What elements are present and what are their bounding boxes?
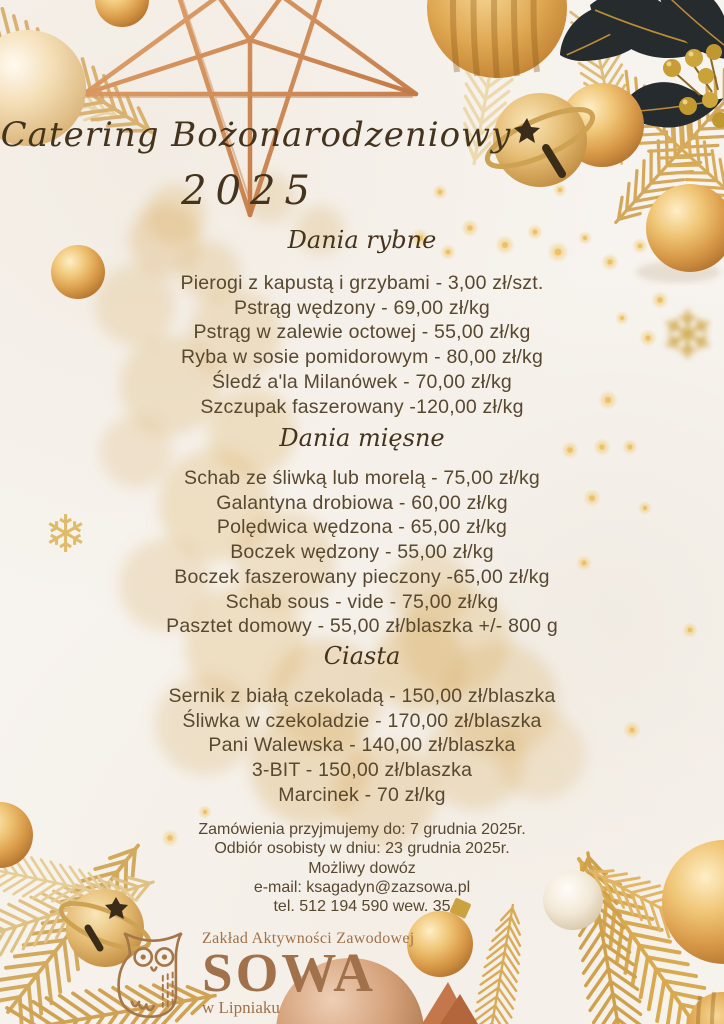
logo-location: w Lipniaku (202, 998, 280, 1017)
email: e-mail: ksagadyn@zazsowa.pl (253, 878, 471, 896)
menu-item: Pstrąg wędzony - 69,00 zł/kg (234, 296, 490, 319)
poster-title: Catering Bożonarodzeniowy (0, 115, 512, 155)
logo-organization: Zakład Aktywności Zawodowej (202, 930, 415, 947)
snowflake-icon: ❄ (660, 297, 716, 374)
menu-item: Boczek faszerowany pieczony -65,00 zł/kg (174, 565, 550, 588)
menu-item: Schab sous - vide - 75,00 zł/kg (225, 590, 499, 613)
menu-section-cakes (0, 640, 724, 808)
sowa-logo (112, 930, 415, 1020)
menu-item: Ryba w sosie pomidorowym - 80,00 zł/kg (181, 346, 543, 369)
menu-section-meat (0, 422, 724, 639)
phone: tel. 512 194 590 wew. 35 (273, 898, 451, 916)
menu-item: Schab ze śliwką lub morelą - 75,00 zł/kg (184, 467, 540, 489)
menu-item: Sernik z białą czekoladą - 150,00 zł/blaszka (168, 685, 556, 707)
menu-item: Śliwka w czekoladzie - 170,00 zł/blaszka (182, 709, 542, 732)
menu-item: Galantyna drobiowa - 60,00 zł/kg (216, 491, 508, 514)
section-heading-cakes: Ciasta (323, 642, 401, 670)
menu-item: Pstrąg w zalewie octowej - 55,00 zł/kg (193, 321, 531, 344)
order-info (0, 820, 724, 916)
logo-name: SOWA (202, 942, 376, 1003)
snowflake-icon: ❄ (44, 505, 88, 565)
menu-item: Pasztet domowy - 55,00 zł/blaszka +/- 800 g (166, 615, 558, 638)
menu-item: Szczupak faszerowany -120,00 zł/kg (200, 395, 524, 418)
menu-item: Marcinek - 70 zł/kg (278, 783, 446, 806)
section-heading-fish: Dania rybne (287, 226, 437, 254)
section-heading-meat: Dania mięsne (279, 424, 445, 452)
menu-item: Boczek wędzony - 55,00 zł/kg (230, 541, 494, 564)
menu-item: Śledź a'la Milanówek - 70,00 zł/kg (212, 370, 512, 393)
menu-item: 3-BIT - 150,00 zł/blaszka (251, 759, 473, 782)
order-deadline: Zamówienia przyjmujemy do: 7 grudnia 2025r. (198, 821, 526, 838)
menu-item: Polędwica wędzona - 65,00 zł/kg (216, 516, 508, 539)
menu-item: Pani Walewska - 140,00 zł/blaszka (208, 734, 516, 757)
owl-icon (112, 930, 194, 1020)
menu-section-fish (0, 224, 724, 419)
delivery-note: Możliwy dowóz (308, 859, 416, 877)
menu-item: Pierogi z kapustą i grzybami - 3,00 zł/szt. (180, 272, 544, 294)
poster-year: 2025 (181, 168, 319, 214)
pickup-date: Odbiór osobisty w dniu: 23 grudnia 2025r. (214, 840, 510, 858)
